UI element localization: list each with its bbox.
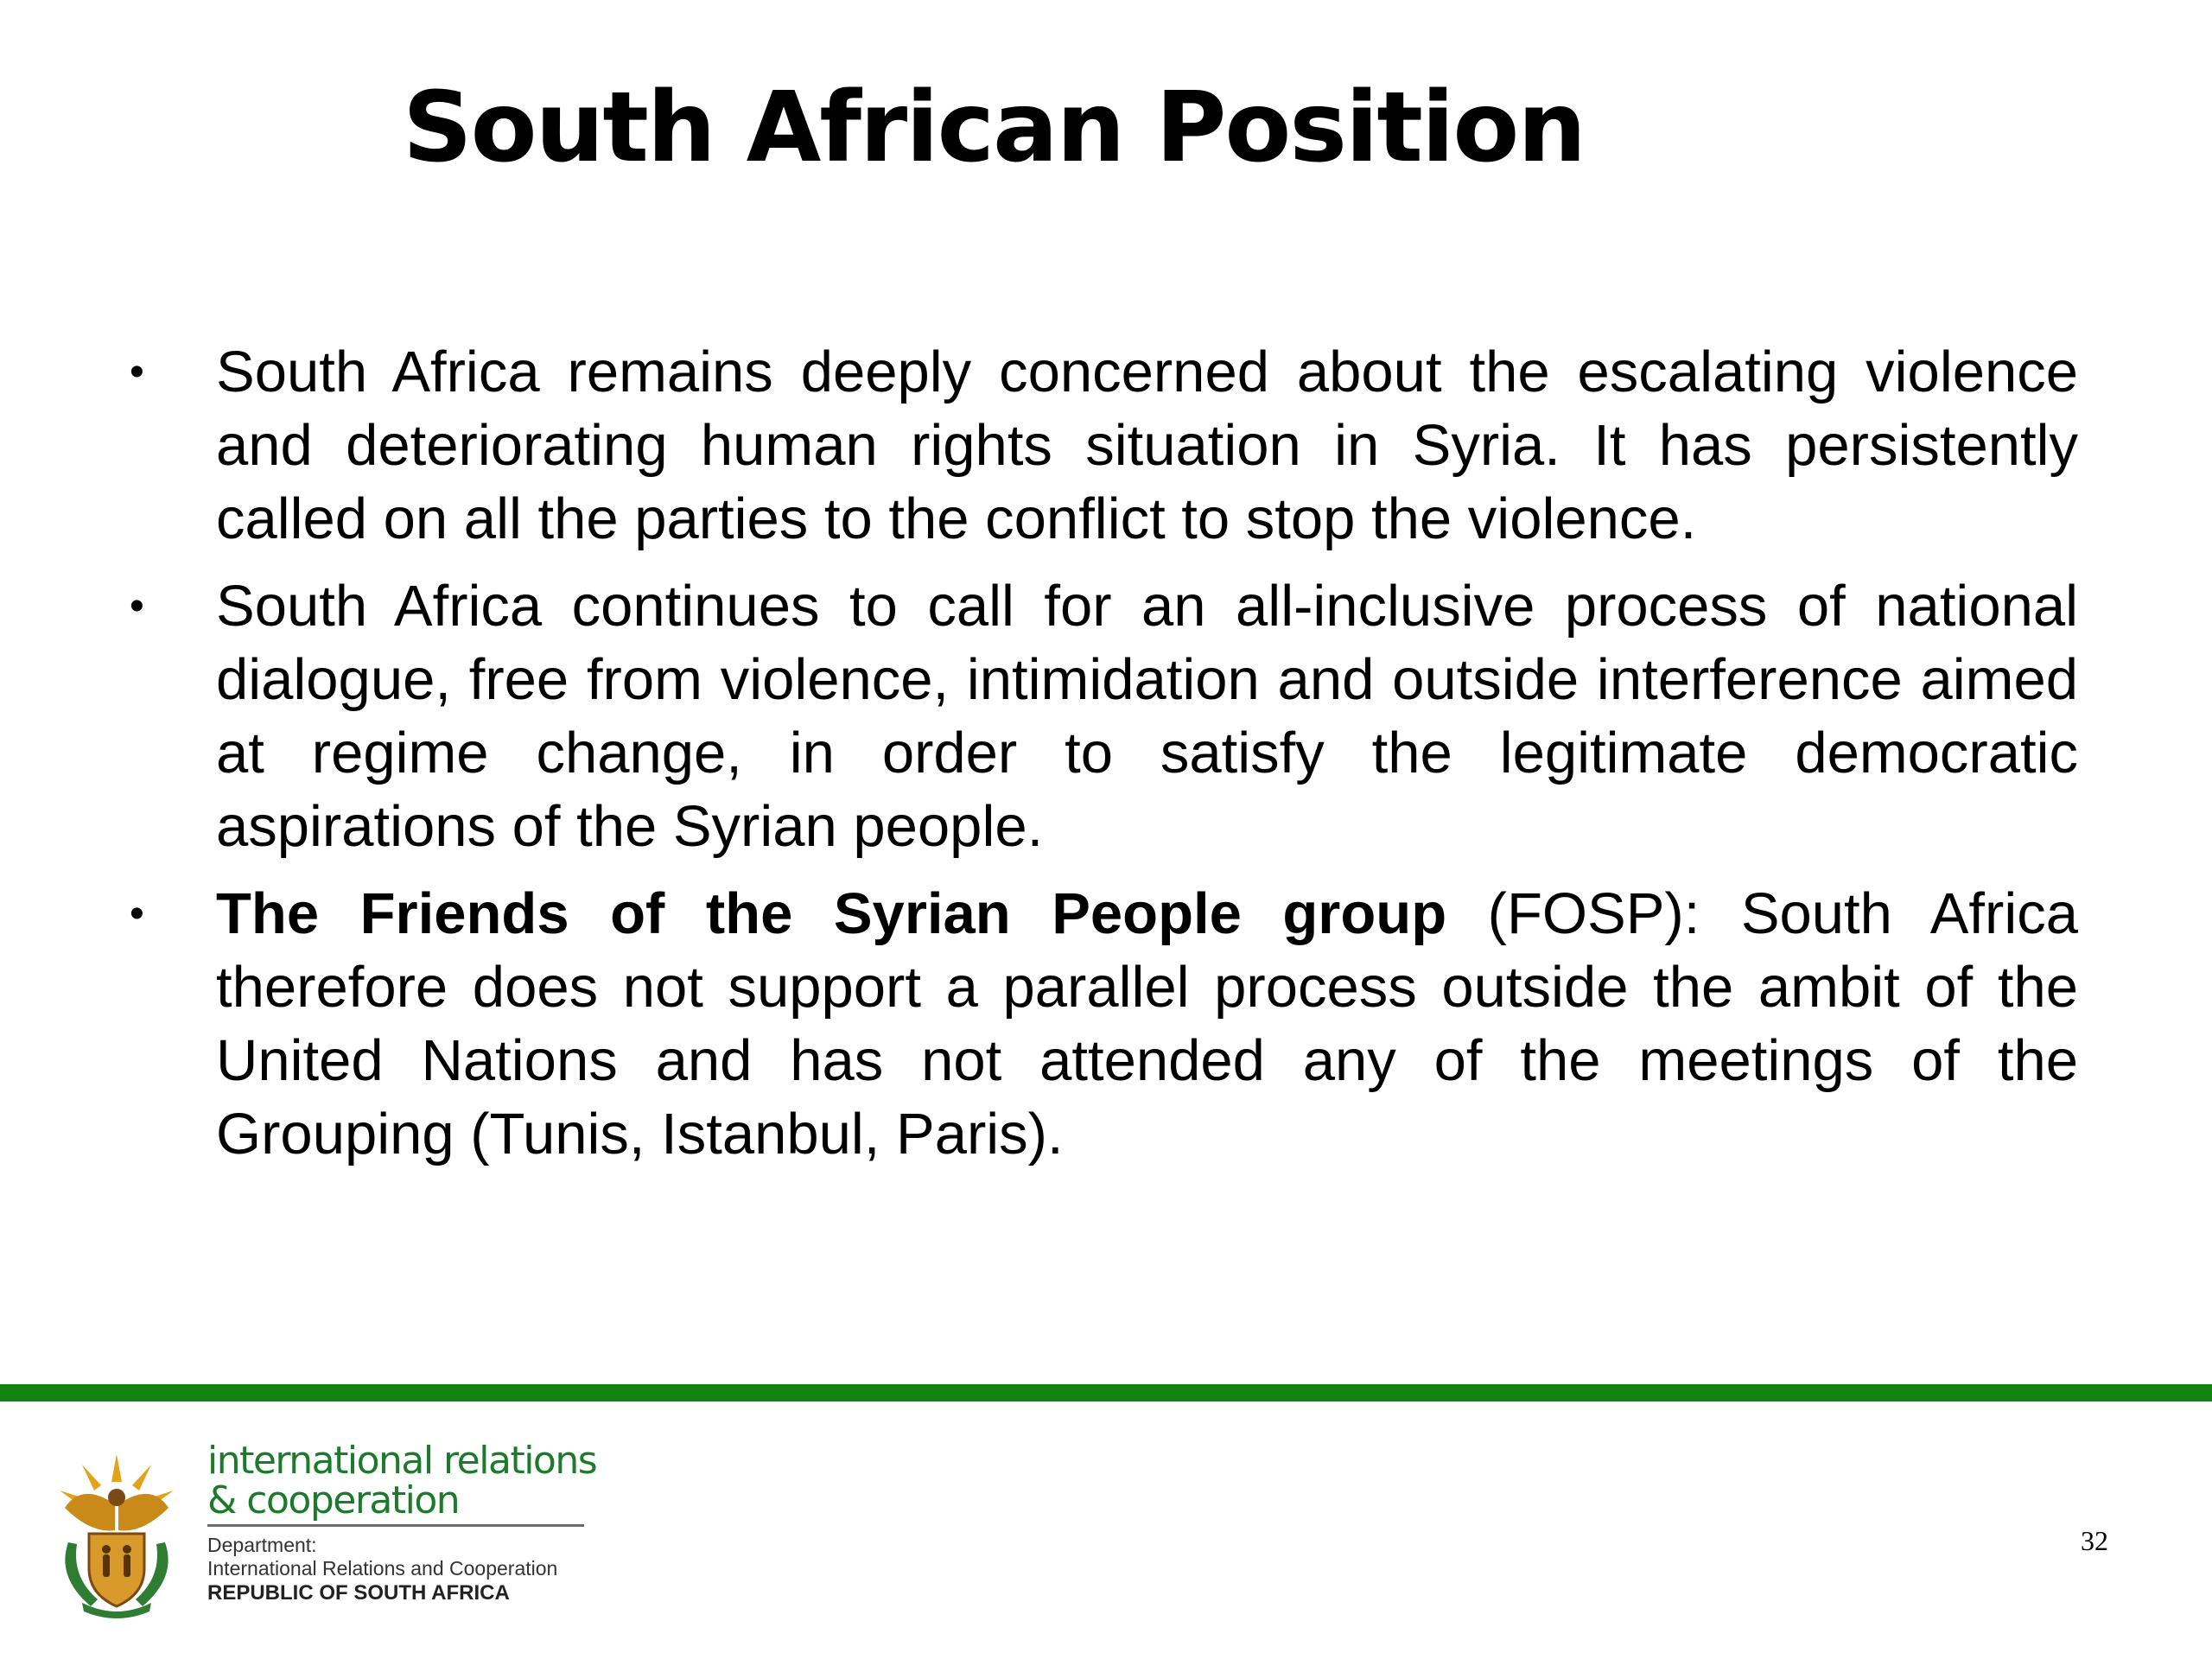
bullet-item-fosp <box>130 877 2078 1171</box>
brand-divider <box>207 1524 584 1527</box>
bullet-icon: • <box>130 891 144 937</box>
bullet-bold-lead: The Friends of the Syrian People group <box>216 881 1447 946</box>
footer-divider <box>0 1384 2212 1402</box>
bullet-list <box>130 335 2078 1185</box>
bullet-text: South Africa remains deeply concerned about the escalating violence and deteriorating human rights situation in Syria. It has persistently called on all the parties to the conflict to stop the violence. <box>216 340 2078 551</box>
bullet-item-concern <box>130 335 2078 556</box>
department-branding <box>207 1439 597 1606</box>
slide-title: South African Position <box>402 72 1586 184</box>
page-number: 32 <box>2081 1525 2108 1556</box>
brand-name-line-2: & cooperation <box>207 1478 460 1522</box>
bullet-text: (FOSP): South Africa therefore does not support a parallel process outside the ambit of the United Nations and has not attended any of the meetings of the Grouping (Tunis, Istanbul, Paris). <box>216 881 2078 1166</box>
bullet-text: South Africa continues to call for an all-inclusive process of national dialogue, free from violence, intimidation and outside interference aimed at regime change, in order to satisfy the legitimate democratic aspirations of the Syrian people. <box>216 574 2078 859</box>
coat-of-arms-icon <box>48 1447 186 1620</box>
department-label: Department: <box>207 1534 317 1556</box>
brand-name-line-1: international relations <box>207 1439 597 1483</box>
bullet-icon: • <box>130 349 144 395</box>
bullet-icon: • <box>130 583 144 629</box>
department-name: International Relations and Cooperation <box>207 1557 558 1580</box>
bullet-item-dialogue <box>130 569 2078 863</box>
country-name: REPUBLIC OF SOUTH AFRICA <box>207 1581 510 1605</box>
